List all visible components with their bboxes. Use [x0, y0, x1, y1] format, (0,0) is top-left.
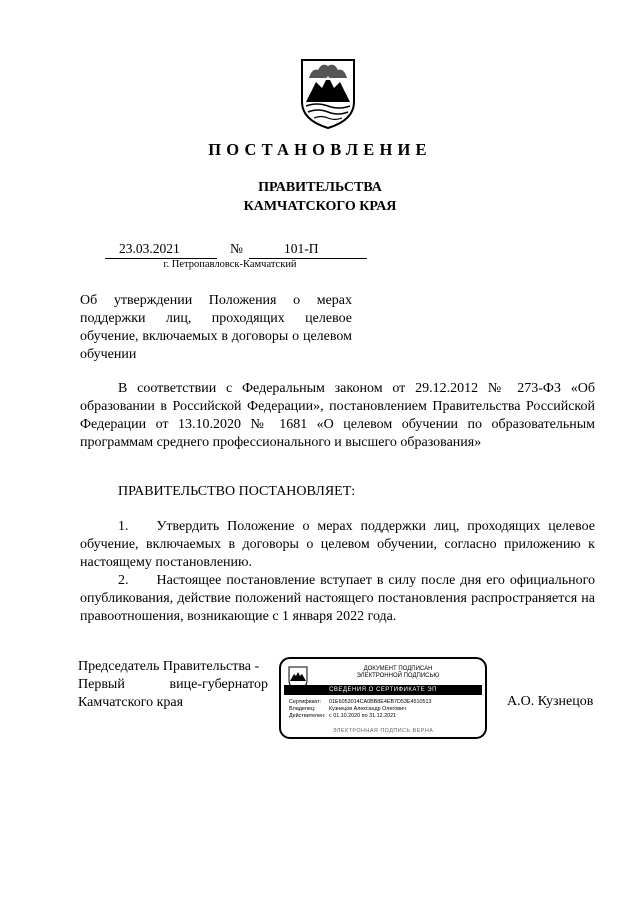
position-line-3: Камчатского края — [78, 695, 184, 710]
position-line-2: Первый вице-губернатор — [78, 677, 268, 692]
preamble-paragraph: В соответствии с Федеральным законом от 29.12.2012 № 273-ФЗ «Об образовании в Российской Федерации», постановлением Правительства Российской Федерации от 13.10.2020 № 1681 «О целевом обучении по образовательным программам среднего профессионального и высшего образования» — [80, 381, 595, 450]
electronic-signature-stamp — [279, 657, 487, 739]
coat-of-arms-emblem — [300, 58, 356, 130]
stamp-title-line-2: ЭЛЕКТРОННОЙ ПОДПИСЬЮ — [356, 673, 440, 679]
document-subject: Об утверждении Положения о мерах поддержки лиц, проходящих целевое обучение, включаемых в договоры о целевом обучении — [80, 293, 352, 362]
item-1-paragraph: 1. Утвердить Положение о мерах поддержки лиц, проходящих целевое обучение, включаемых в договоры о целевом обучении, согласно приложению к настоящему постановлению. — [80, 519, 595, 570]
stamp-row-value: с 01.10.2020 по 31.12.2021 — [329, 713, 397, 719]
stamp-certificate-bar: СВЕДЕНИЯ О СЕРТИФИКАТЕ ЭП — [284, 685, 482, 695]
stamp-details — [289, 699, 481, 720]
issuer-line-2: КАМЧАТСКОГО КРАЯ — [243, 199, 397, 214]
signatory-name: А.О. Кузнецов — [507, 694, 594, 709]
stamp-row-label: Владелец: — [289, 706, 316, 712]
stamp-row — [289, 699, 481, 706]
stamp-row — [289, 706, 481, 713]
stamp-footer: ЭЛЕКТРОННАЯ ПОДПИСЬ ВЕРНА — [332, 728, 434, 734]
stamp-row-value: Кузнецов Александр Олегович — [329, 706, 406, 712]
resolves-heading: ПРАВИТЕЛЬСТВО ПОСТАНОВЛЯЕТ: — [118, 484, 356, 499]
document-date: 23.03.2021 — [119, 241, 180, 256]
stamp-row-label: Сертификат: — [289, 699, 322, 705]
document-number: 101-П — [284, 241, 319, 256]
stamp-title-line-1: ДОКУМЕНТ ПОДПИСАН — [363, 666, 433, 672]
stamp-title — [317, 666, 479, 680]
stamp-row-label: Действителен: — [289, 713, 326, 719]
position-line-1: Председатель Правительства - — [78, 659, 260, 674]
signatory-position — [78, 658, 268, 712]
number-sign: № — [230, 241, 243, 256]
stamp-row — [289, 713, 481, 720]
issuer-heading — [0, 178, 640, 216]
item-2-paragraph: 2. Настоящее постановление вступает в силу после дня его официального опубликования, действие положений настоящего постановления распространяется на правоотношения, возникающие с 1 января 2022 года. — [80, 573, 595, 624]
city-label: г. Петропавловск-Камчатский — [163, 259, 297, 270]
issuer-line-1: ПРАВИТЕЛЬСТВА — [258, 180, 382, 195]
stamp-row-value: 01E6053014CA0BB8E4EB7D53E4510513 — [329, 699, 432, 705]
document-type-heading: ПОСТАНОВЛЕНИЕ — [208, 140, 432, 159]
